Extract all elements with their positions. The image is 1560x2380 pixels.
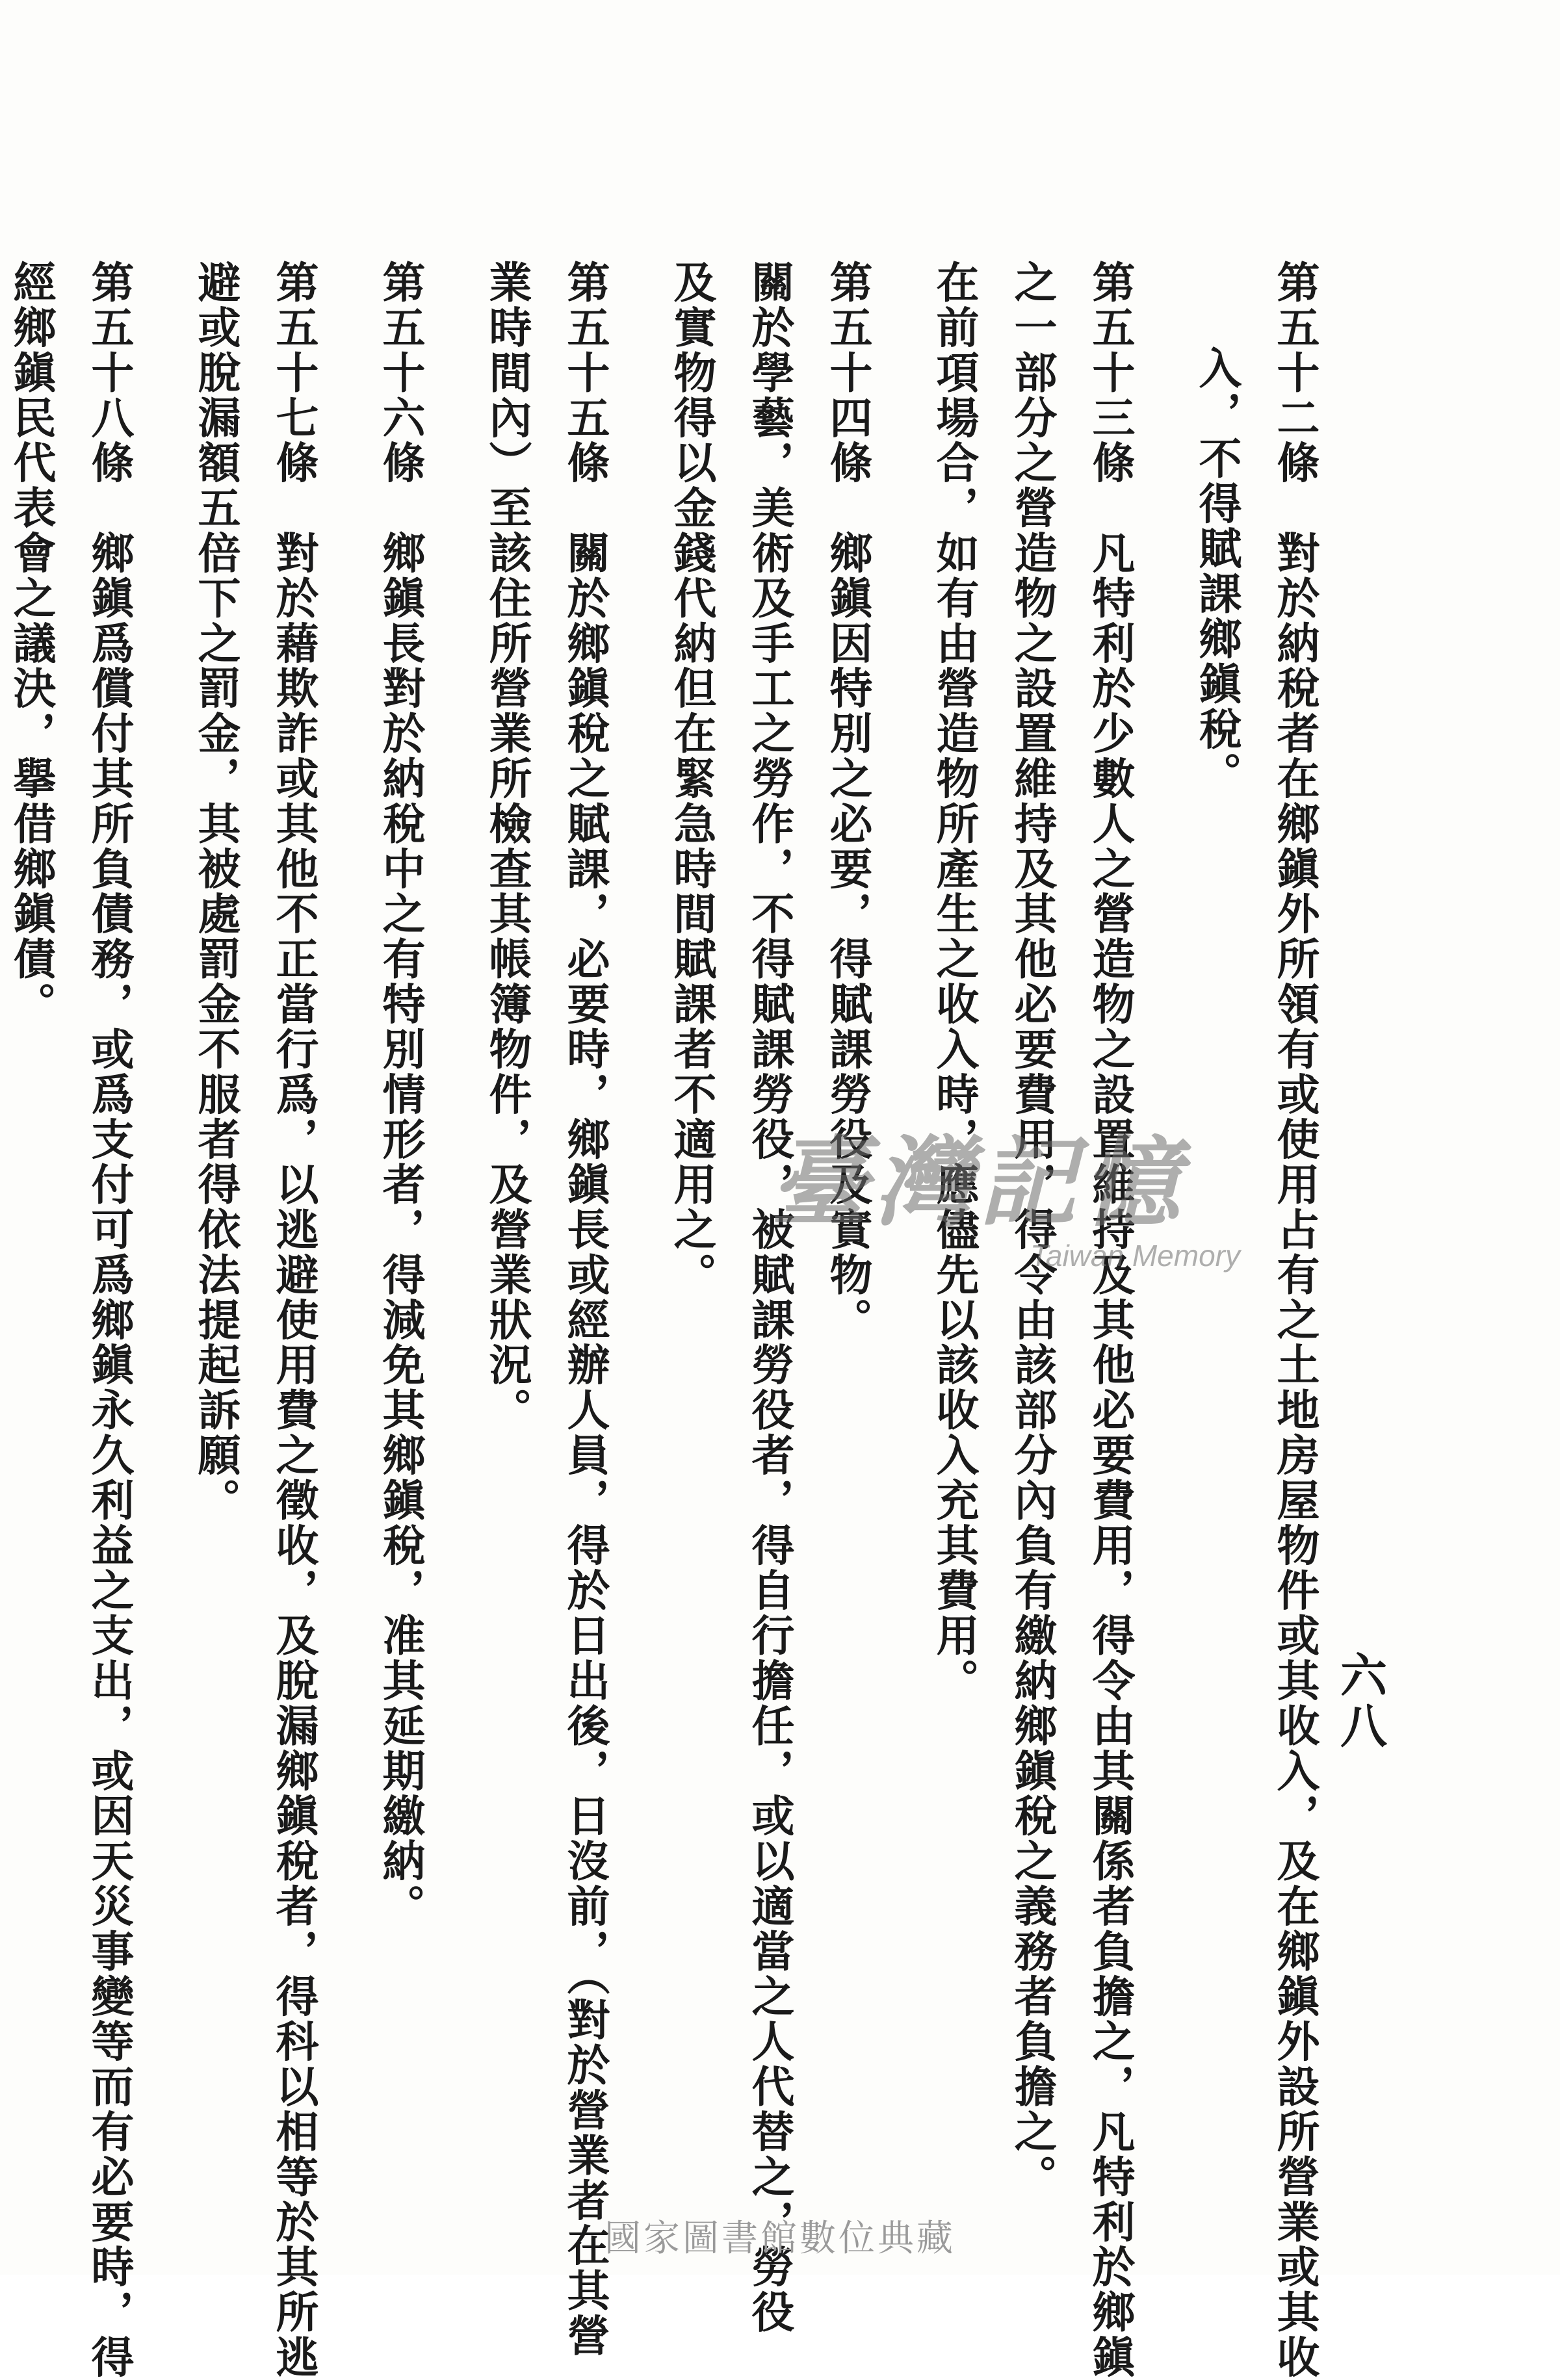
page-number: 六八: [1332, 1651, 1388, 1752]
text-column: 第五十三條 凡特利於少數人之營造物之設置維持及其他必要費用，得令由其關係者負擔之，凡特利於鄉鎭: [1085, 260, 1136, 2380]
text-column: 之一部分之營造物之設置維持及其他必要費用，得令由該部分內負有繳納鄉鎭稅之義務者負擔之。: [1007, 260, 1058, 2200]
text-column: 入，不得賦課鄉鎭稅。: [1191, 346, 1242, 797]
watermark-logo: [770, 1128, 1277, 1323]
text-column: 第五十八條 鄉鎭爲償付其所負債務，或爲支付可爲鄉鎭永久利益之支出，或因天災事變等而有必要時，得: [84, 260, 135, 2380]
text-column: 業時間內）至該住所營業所檢查其帳簿物件，及營業狀況。: [482, 260, 532, 1433]
text-column: 第五十六條 鄉鎭長對於納稅中之有特別情形者，得減免其鄉鎭稅，准其延期繳納。: [375, 260, 426, 1929]
text-column: 及實物得以金錢代納但在緊急時間賦課者不適用之。: [666, 260, 717, 1298]
watermark-chars: 臺灣記憶: [770, 1126, 1187, 1240]
footer-archive-label: 國家圖書館數位典藏: [604, 2218, 956, 2260]
text-column: 在前項場合，如有由營造物所產生之收入時，應儘先以該收入充其費用。: [929, 260, 980, 1703]
text-column: 第五十七條 對於藉欺詐或其他不正當行爲，以逃避使用費之徵收，及脫漏鄉鎭稅者，得科以相等於其所逃: [268, 260, 319, 2380]
text-column: 第五十四條 鄉鎭因特別之必要，得賦課勞役及實物。: [822, 260, 873, 1343]
text-column: 第五十二條 對於納稅者在鄉鎭外所領有或使用占有之土地房屋物件或其收入，及在鄉鎭外設所營業或其收: [1269, 260, 1320, 2380]
text-column: 關於學藝，美術及手工之勞作，不得賦課勞役，被賦課勞役者，得自行擔任，或以適當之人代替之，勞役: [744, 260, 795, 2335]
text-column: 避或脫漏額五倍下之罰金，其被處罰金不服者得依法提起訴願。: [190, 260, 241, 1523]
watermark-english: Taiwan Memory: [1030, 1239, 1240, 1273]
text-column: 經鄉鎭民代表會之議決，擧借鄉鎭債。: [6, 260, 57, 1027]
text-column: 第五十五條 關於鄉鎭稅之賦課，必要時，鄉鎭長或經辦人員，得於日出後，日沒前，（對於營業者在其營: [560, 260, 610, 2359]
